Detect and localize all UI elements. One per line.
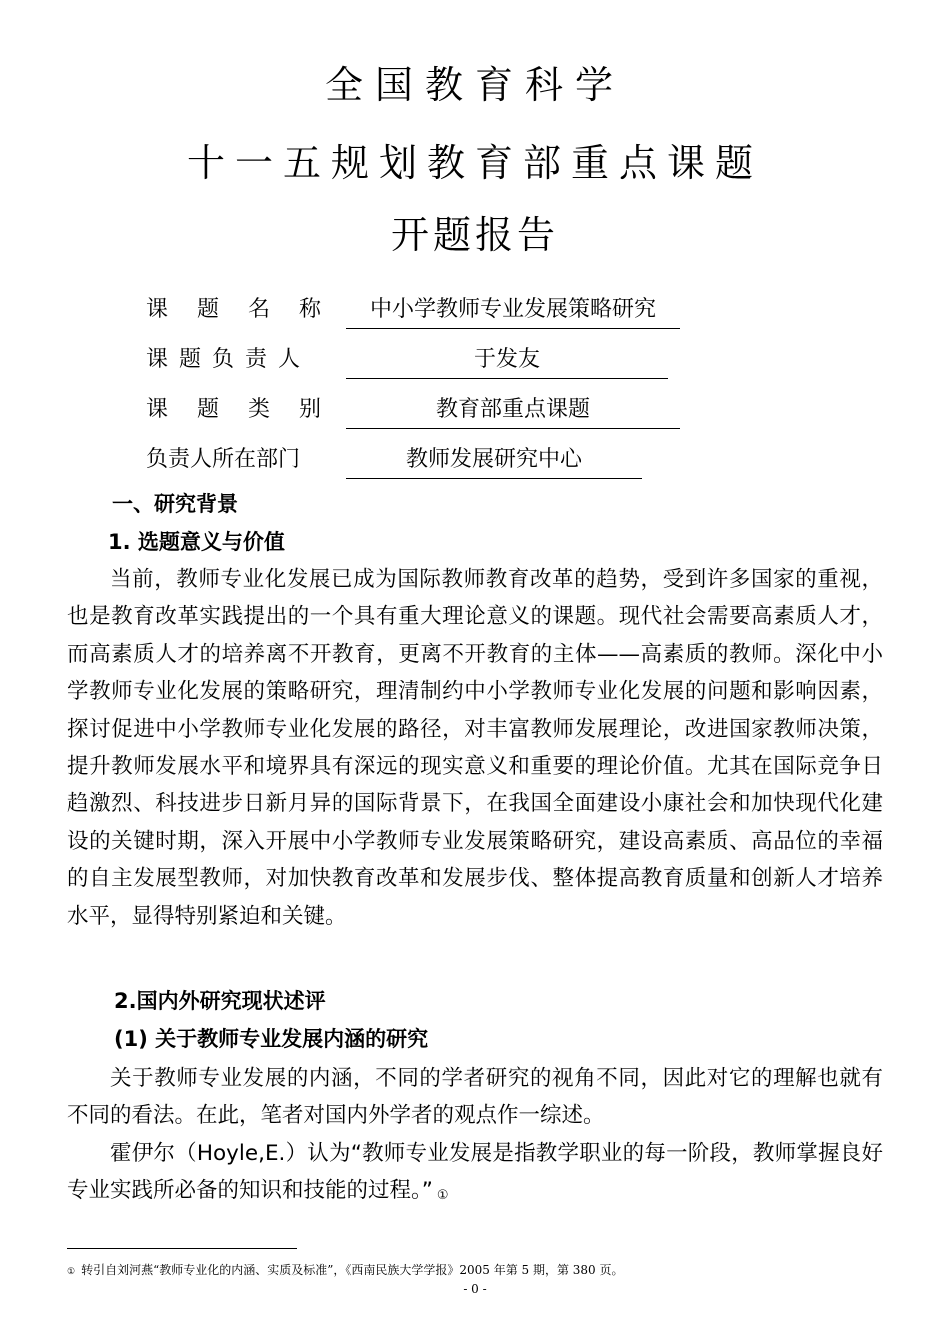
field-value-department: 教师发展研究中心 (405, 447, 582, 472)
report-title-line3: 开题报告 (390, 213, 559, 257)
report-title-line1: 全国教育科学 (324, 63, 625, 107)
footnote-separator (67, 1248, 297, 1249)
footnote-mark: ① (67, 1267, 76, 1277)
field-underline (346, 378, 668, 379)
subsection-heading-connotation: (1) 关于教师专业发展内涵的研究 (114, 1027, 429, 1051)
field-underline (346, 478, 642, 479)
subsection-heading-significance: 1. 选题意义与价值 (108, 530, 285, 554)
field-value-topic-name: 中小学教师专业发展策略研究 (369, 297, 656, 322)
paragraph-connotation-intro: 关于教师专业发展的内涵，不同的学者研究的视角不同，因此对它的理解也就有不同的看法。在此，笔者对国内外学者的观点作一综述。 (67, 1066, 883, 1129)
field-value-category: 教育部重点课题 (435, 397, 590, 422)
field-underline (346, 428, 680, 429)
report-title-line2: 十一五规划教育部重点课题 (186, 141, 763, 185)
footnote-text: 转引自刘河燕“教师专业化的内涵、实质及标准”，《西南民族大学学报》2005 年第 5 期，第 380 页。 (81, 1263, 624, 1277)
footnote (67, 1262, 624, 1280)
page-number: - 0 - (463, 1282, 487, 1296)
field-value-principal: 于发友 (473, 347, 540, 372)
subsection-heading-research-status: 2.国内外研究现状述评 (114, 989, 326, 1013)
paragraph-significance: 当前，教师专业化发展已成为国际教师教育改革的趋势，受到许多国家的重视，也是教育改革实践提出的一个具有重大理论意义的课题。现代社会需要高素质人才，而高素质人才的培养离不开教育，更离不开教育的主体——高素质的教师。深化中小学教师专业化发展的策略研究，理清制约中小学教师专业化发展的问题和影响因素，探讨促进中小学教师专业化发展的路径，对丰富教师发展理论，改进国家教师决策，提升教师发展水平和境界具有深远的现实意义和重要的理论价值。尤其在国际竞争日趋激烈、科技进步日新月异的国际背景下，在我国全面建设小康社会和加快现代化建设的关键时期，深入开展中小学教师专业发展策略研究，建设高素质、高品位的幸福的自主发展型教师，对加快教育改革和发展步伐、整体提高教育质量和创新人才培养水平，显得特别紧迫和关键。 (67, 567, 883, 929)
field-label-topic-name: 课 题 名 称 (146, 297, 332, 322)
hoyle-quote-text: 霍伊尔（Hoyle,E.）认为“教师专业发展是指教学职业的每一阶段，教师掌握良好专业实践所必备的知识和技能的过程。” (67, 1141, 883, 1204)
field-label-principal: 课 题 负 责 人 (146, 347, 302, 372)
paragraph-hoyle-quote (67, 1135, 883, 1215)
section-heading-background: 一、研究背景 (112, 492, 238, 516)
footnote-reference[interactable]: ① (436, 1188, 449, 1204)
field-underline (346, 328, 680, 329)
field-label-department: 负责人所在部门 (146, 447, 301, 472)
field-label-category: 课 题 类 别 (146, 397, 332, 422)
